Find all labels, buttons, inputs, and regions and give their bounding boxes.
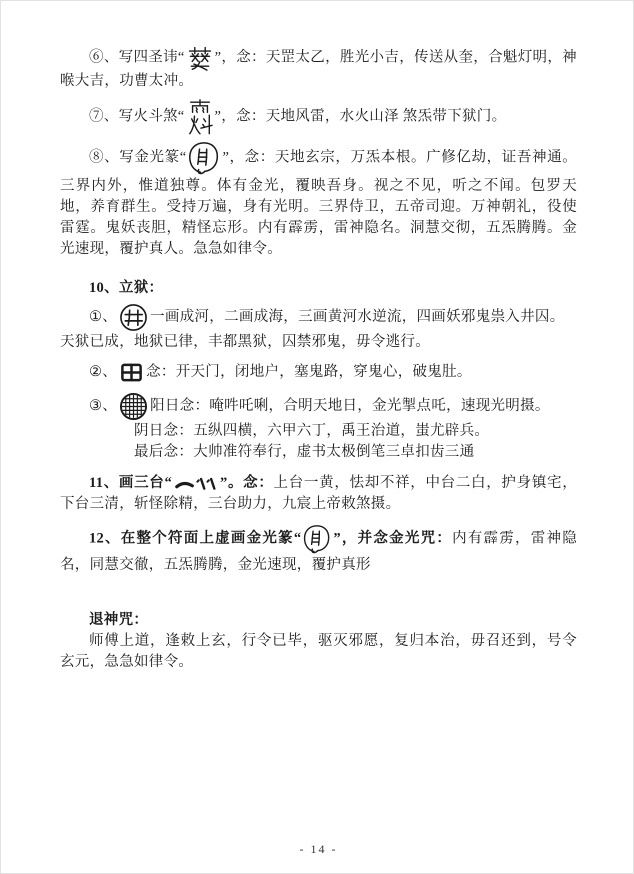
item-8-paragraph	[60, 140, 577, 260]
item-10-1-paragraph	[60, 303, 577, 332]
item-10-3-yin: 阴日念：五纵四横，六甲六丁，禹王治道，蚩尤辟兵。	[134, 423, 490, 439]
item-6-paragraph	[60, 45, 577, 92]
section-10-heading: 10、立狱：	[89, 280, 164, 296]
item-7-body: 天地风雷，水火山泽 煞炁带下狱门。	[265, 108, 507, 125]
item-11-paragraph	[60, 473, 577, 515]
item-12-paragraph	[60, 523, 577, 576]
item-8-mid: ”，念：	[222, 149, 275, 166]
page-number: - 14 -	[299, 842, 338, 856]
tian-grid-talisman-icon	[119, 361, 144, 384]
huodou-sha-talisman-icon	[187, 98, 213, 136]
jinguang-zhuan-small-talisman-icon	[303, 523, 331, 555]
item-8-lead: ⑧、写金光篆“	[89, 149, 187, 166]
tuishen-heading: 退神咒：	[89, 612, 149, 628]
item-10-2-paragraph	[60, 361, 577, 384]
santai-three-strokes-icon	[174, 476, 218, 492]
item-10-1-body: 一画成河，二画成海，三画黄河水逆流，四画妖邪鬼祟入井囚。	[150, 308, 565, 325]
item-10-1-line2: 天狱已成，地狱已律，丰都黑狱，囚禁邪鬼，毋令逃行。	[60, 334, 430, 350]
item-6-mid: ”，念：	[214, 49, 266, 66]
item-11-body: 上台一黄，怯却不祥，中台二白，护身镇宅，下台三清，斩怪除精，三台助力，九宸上帝敕煞摄。	[60, 475, 577, 512]
jinguang-zhuan-talisman-icon	[188, 140, 220, 176]
dense-grid-talisman-icon	[119, 392, 148, 421]
item-6-body: 天罡太乙，胜光小吉，传送从奎，合魁灯明，神喉大吉，功曹太冲。	[60, 49, 577, 89]
item-10-3-last: 最后念：大帅准符奉行，虚书太极倒笔三卓扣齿三通	[134, 444, 475, 460]
item-10-3-lead: ③、	[89, 397, 118, 414]
item-7-mid: ”，念：	[214, 108, 266, 125]
sisheng-hui-talisman-icon	[187, 45, 213, 71]
item-12-lead: 12、在整个符面上虚画金光篆“	[89, 530, 302, 547]
item-11-lead: 11、画三台“	[89, 475, 173, 491]
circled-well-talisman-icon	[119, 303, 148, 332]
item-10-3-paragraph	[60, 392, 577, 421]
item-12-mid: ”，并念金光咒：	[333, 530, 453, 547]
item-8-body: 天地玄宗，万炁本根。广修亿劫，证吾神通。三界内外，惟道独尊。体有金光，覆映吾身。视之不见，听之不闻。包罗天地，养育群生。受持万遍，身有光明。三界侍卫，五帝司迎。万神朝礼，役使雷霆。鬼妖丧胆，精怪忘形。内有霹雳，雷神隐名。洞慧交彻，五炁腾腾。金光速现，覆护真人。急急如律令。	[60, 149, 577, 257]
item-6-lead: ⑥、写四圣讳“	[89, 49, 185, 66]
item-10-1-lead: ①、	[89, 308, 118, 325]
tuishen-body: 师傅上道，逢敕上玄，行令已毕，驱灭邪愿，复归本治，毋召还到，号令玄元，急急如律令。	[60, 633, 577, 670]
item-7-lead: ⑦、写火斗煞“	[89, 108, 185, 125]
item-10-2-body: 念：开天门，闭地户，塞鬼路，穿鬼心，破鬼肚。	[146, 363, 472, 380]
item-10-2-lead: ②、	[89, 363, 118, 380]
item-11-mid: ”。念：	[220, 475, 274, 491]
item-10-3-yang: 阳日念：唵吽吒唎，合明天地日，金光掣点吒，速现光明摄。	[150, 397, 550, 414]
item-7-paragraph	[60, 98, 577, 136]
item-12-body: 内有霹雳，雷神隐名，同慧交徹，五炁腾腾，金光速现，覆护真形	[60, 530, 578, 573]
